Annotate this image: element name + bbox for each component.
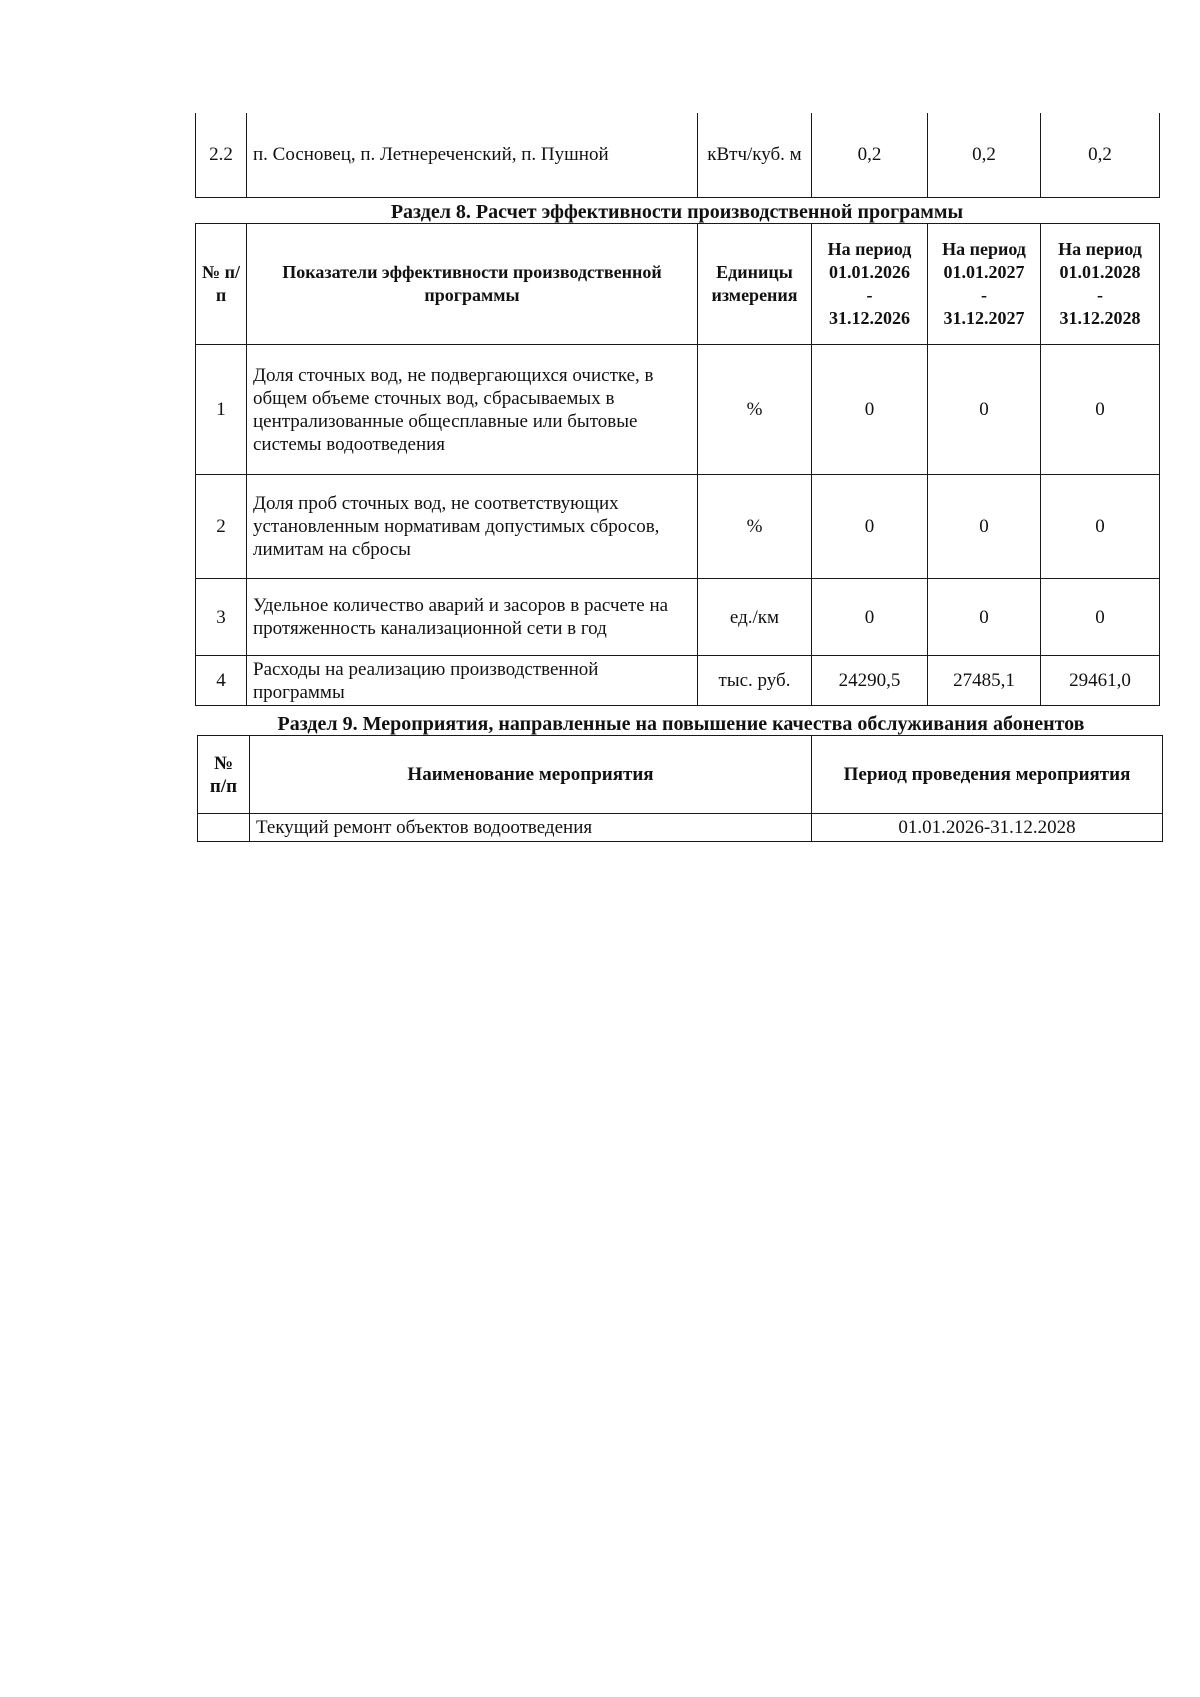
row-unit: кВтч/куб. м bbox=[698, 113, 812, 197]
row-name: Расходы на реализацию производственной программы bbox=[247, 656, 698, 706]
period-prefix: На период bbox=[942, 239, 1026, 259]
period-to: 31.12.2026 bbox=[829, 308, 910, 328]
table-row bbox=[196, 579, 1160, 656]
table-header-row bbox=[198, 736, 1163, 814]
period-from: 01.01.2028 bbox=[1059, 262, 1141, 282]
value-2026: 0,2 bbox=[812, 113, 928, 197]
value-2027: 0 bbox=[928, 475, 1041, 579]
period-from: 01.01.2027 bbox=[943, 262, 1025, 282]
value-2028: 0 bbox=[1041, 345, 1160, 475]
period-to: 31.12.2027 bbox=[943, 308, 1025, 328]
value-2026: 24290,5 bbox=[812, 656, 928, 706]
table-row bbox=[196, 345, 1160, 475]
row-number: 3 bbox=[196, 579, 247, 656]
header-num: № п/п bbox=[196, 224, 247, 345]
value-2028: 0 bbox=[1041, 579, 1160, 656]
header-period-2028 bbox=[1041, 224, 1160, 345]
table-row bbox=[198, 814, 1163, 842]
value-2028: 29461,0 bbox=[1041, 656, 1160, 706]
header-indicator: Показатели эффективности производственной программы bbox=[247, 224, 698, 345]
header-measure-name: Наименование мероприятия bbox=[250, 736, 812, 814]
row-number: 4 bbox=[196, 656, 247, 706]
row-name: Удельное количество аварий и засоров в расчете на протяженность канализационной сети в год bbox=[247, 579, 698, 656]
row-name: Доля сточных вод, не подвергающихся очистке, в общем объеме сточных вод, сбрасываемых в централизованные общесплавные или бытовые системы водоотведения bbox=[247, 345, 698, 475]
header-period: Период проведения мероприятия bbox=[812, 736, 1163, 814]
header-period-2027 bbox=[928, 224, 1041, 345]
row-number bbox=[198, 814, 250, 842]
measures-table bbox=[197, 735, 1163, 842]
row-number: 2.2 bbox=[196, 113, 247, 197]
period-prefix: На период bbox=[827, 239, 912, 259]
header-period-2026 bbox=[812, 224, 928, 345]
row-name: Текущий ремонт объектов водоотведения bbox=[250, 814, 812, 842]
period-dash: - bbox=[1097, 285, 1103, 305]
period-from: 01.01.2026 bbox=[829, 262, 910, 282]
value-2027: 0 bbox=[928, 579, 1041, 656]
table-row bbox=[196, 113, 1160, 197]
row-number: 1 bbox=[196, 345, 247, 475]
row-unit: % bbox=[698, 345, 812, 475]
value-2027: 0,2 bbox=[928, 113, 1041, 197]
top-table bbox=[195, 113, 1160, 198]
period-dash: - bbox=[866, 285, 873, 305]
row-unit: тыс. руб. bbox=[698, 656, 812, 706]
value-2027: 27485,1 bbox=[928, 656, 1041, 706]
period-dash: - bbox=[981, 285, 987, 305]
table-header-row bbox=[196, 224, 1160, 345]
value-2026: 0 bbox=[812, 475, 928, 579]
row-unit: % bbox=[698, 475, 812, 579]
row-number: 2 bbox=[196, 475, 247, 579]
period-to: 31.12.2028 bbox=[1059, 308, 1141, 328]
section-8-title: Раздел 8. Расчет эффективности производственной программы bbox=[390, 201, 964, 223]
value-2026: 0 bbox=[812, 579, 928, 656]
table-row bbox=[196, 656, 1160, 706]
row-name: п. Сосновец, п. Летнереченский, п. Пушной bbox=[247, 113, 698, 197]
efficiency-table bbox=[195, 223, 1160, 706]
header-num: № п/п bbox=[198, 736, 250, 814]
period-prefix: На период bbox=[1058, 239, 1142, 259]
section-9-title: Раздел 9. Мероприятия, направленные на повышение качества обслуживания абонентов bbox=[277, 713, 1085, 735]
row-period: 01.01.2026-31.12.2028 bbox=[812, 814, 1163, 842]
row-name: Доля проб сточных вод, не соответствующих установленным нормативам допустимых сбросов, лимитам на сбросы bbox=[247, 475, 698, 579]
row-unit: ед./км bbox=[698, 579, 812, 656]
value-2026: 0 bbox=[812, 345, 928, 475]
table-row bbox=[196, 475, 1160, 579]
value-2027: 0 bbox=[928, 345, 1041, 475]
value-2028: 0,2 bbox=[1041, 113, 1160, 197]
header-unit: Единицы измерения bbox=[698, 224, 812, 345]
value-2028: 0 bbox=[1041, 475, 1160, 579]
